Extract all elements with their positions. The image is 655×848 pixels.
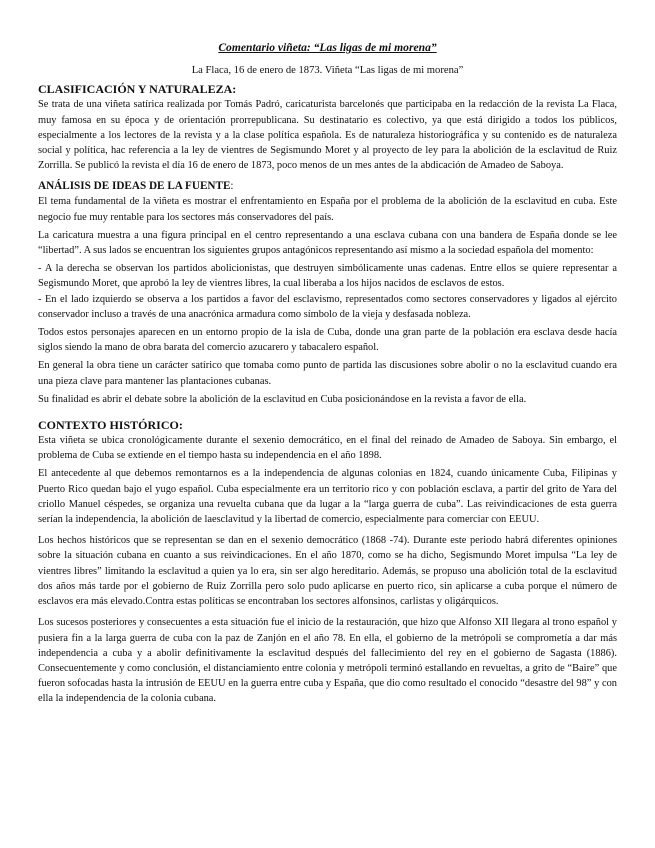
paragraph-contexto-3: Los hechos históricos que se representan se dan en el sexenio democrático (1868 -74). Durante este periodo habrá diferentes opiniones sobre la situación cubana en cuanto a sus reivindicaciones. En el año 1870, como se ha dicho, Segismundo Moret impulsa “La ley de vientres libres” limitando la esclavitud a quien ya lo era, sin ser algo hereditario. Además, se propuso una abolición total de la esclavitud dos años más tarde por el gobierno de Ruiz Zorrilla pero solo pudo aplicarse en puerto rico, sin aplicarse a cuba porque el número de esclavos era más elevado.Contra estas políticas se encontraban los sectores alfonsinos, carlistas y oligárquicos. <box>38 535 617 608</box>
paragraph-contexto-1: Esta viñeta se ubica cronológicamente durante el sexenio democrático, en el final del reinado de Amadeo de Saboya. Sin embargo, el problema de Cuba se extiende en el tiempo hasta su independencia en el año 1898. <box>38 435 617 462</box>
heading-analisis-suffix: : <box>230 180 234 193</box>
paragraph-analisis-1: El tema fundamental de la viñeta es mostrar el enfrentamiento en España por el problema de la abolición de la esclavitud en cuba. Este negocio fue muy rentable para los sectores más conservadores del país. <box>38 196 617 223</box>
document-subtitle: La Flaca, 16 de enero de 1873. Viñeta “Las ligas de mi morena” <box>191 65 464 77</box>
paragraph-analisis-4: - En el lado izquierdo se observa a los partidos a favor del esclavismo, representados como sectores conservadores y ligados al ejército conservador incluso a través de una anacrónica armadura como símbolo de la vieja y desfasada nobleza. <box>38 293 617 320</box>
paragraph-analisis-3: - A la derecha se observan los partidos abolicionistas, que destruyen simbólicamente unas cadenas. Entre ellos se quiere representar a Segismundo Moret, que aprobó la ley de vientres libres, la cual liberaba a los hijos nacidos de esclavos de estos. <box>38 263 617 290</box>
paragraph-analisis-6: En general la obra tiene un carácter satírico que tomaba como punto de partida las discusiones sobre abolir o no la esclavitud cuando era una pieza clave para mantener las plantaciones cubanas. <box>38 360 617 387</box>
heading-analisis-text: ANÁLISIS DE IDEAS DE LA FUENTE <box>38 180 231 193</box>
paragraph-clasificacion-1: Se trata de una viñeta satírica realizada por Tomás Padró, caricaturista barcelonés que participaba en la redacción de la revista La Flaca, muy famosa en su época y de orientación prorrepublicana. Su destinatario es colectivo, ya que está dirigido a todos los públicos, especialmente a los lectores de la revista y a la clase política española. Es de naturaleza historiográfica y su contenido es de naturaleza social y política, hac referencia a la ley de vientres de Segismundo Moret y al proyecto de ley para la abolición de la esclavitud de Ruiz Zorrilla. Se publicó la revista el día 16 de enero de 1873, poco menos de un mes antes de la abdicación de Amadeo de Saboya. <box>38 99 617 172</box>
document-title: Comentario viñeta: “Las ligas de mi morena” <box>218 41 437 54</box>
paragraph-contexto-4: Los sucesos posteriores y consecuentes a esta situación fue el inicio de la restauración, que hizo que Alfonso XII llegara al trono español y pusiera fin a la larga guerra de cuba con la paz de Zanjón en el año 78. En ella, el gobierno de la metrópoli se comprometía a dar más independencia a cuba y a abolir definitivamente la esclavitud después del fallecimiento del rey en el gobierno de Sagasta (1886). Consecuentemente y como conclusión, el distanciamiento entre colonia y metrópoli terminó estallando en revueltas, a grito de “Baire” que fueron sofocadas hasta la intrusión de EEUU en la guerra entre cuba y España, que dio como resultado el conocido “desastre del 98” y con ella la independencia de la colonia cubana. <box>38 617 617 705</box>
paragraph-analisis-2: La caricatura muestra a una figura principal en el centro representando a una esclava cubana con una bandera de España donde se lee “libertad”. A sus lados se encuentran los siguientes grupos antagónicos representando así mismo a la sociedad española del momento: <box>38 229 617 257</box>
spacer <box>38 410 617 418</box>
paragraph-analisis-5: Todos estos personajes aparecen en un entorno propio de la isla de Cuba, donde una gran parte de la población era esclava desde hacía siglos siendo la mano de obra barata del comercio azucarero y tabacalero español. <box>38 327 617 354</box>
paragraph-analisis-7: Su finalidad es abrir el debate sobre la abolición de la esclavitud en Cuba posicionándose en la revista a favor de ella. <box>38 393 527 405</box>
paragraph-contexto-2: El antecedente al que debemos remontarnos es a la independencia de algunas colonias en 1824, cuando únicamente Cuba, Filipinas y Puerto Rico quedan bajo el yugo español. Cuba especialmente era un territorio rico y con población esclava, a partir del grito de Yara del criollo Manuel céspedes, se organiza una revuelta cubana que da lugar a la “larga guerra de cuba”. Las reivindicaciones de esta guerra serían la independencia, la abolición de laesclavitud y la libertad de comercio, especialmente para comerciar con EEUU. <box>38 468 617 526</box>
heading-clasificacion: CLASIFICACIÓN Y NATURALEZA: <box>38 82 237 97</box>
heading-contexto: CONTEXTO HISTÓRICO: <box>38 418 183 433</box>
heading-analisis <box>38 179 617 194</box>
